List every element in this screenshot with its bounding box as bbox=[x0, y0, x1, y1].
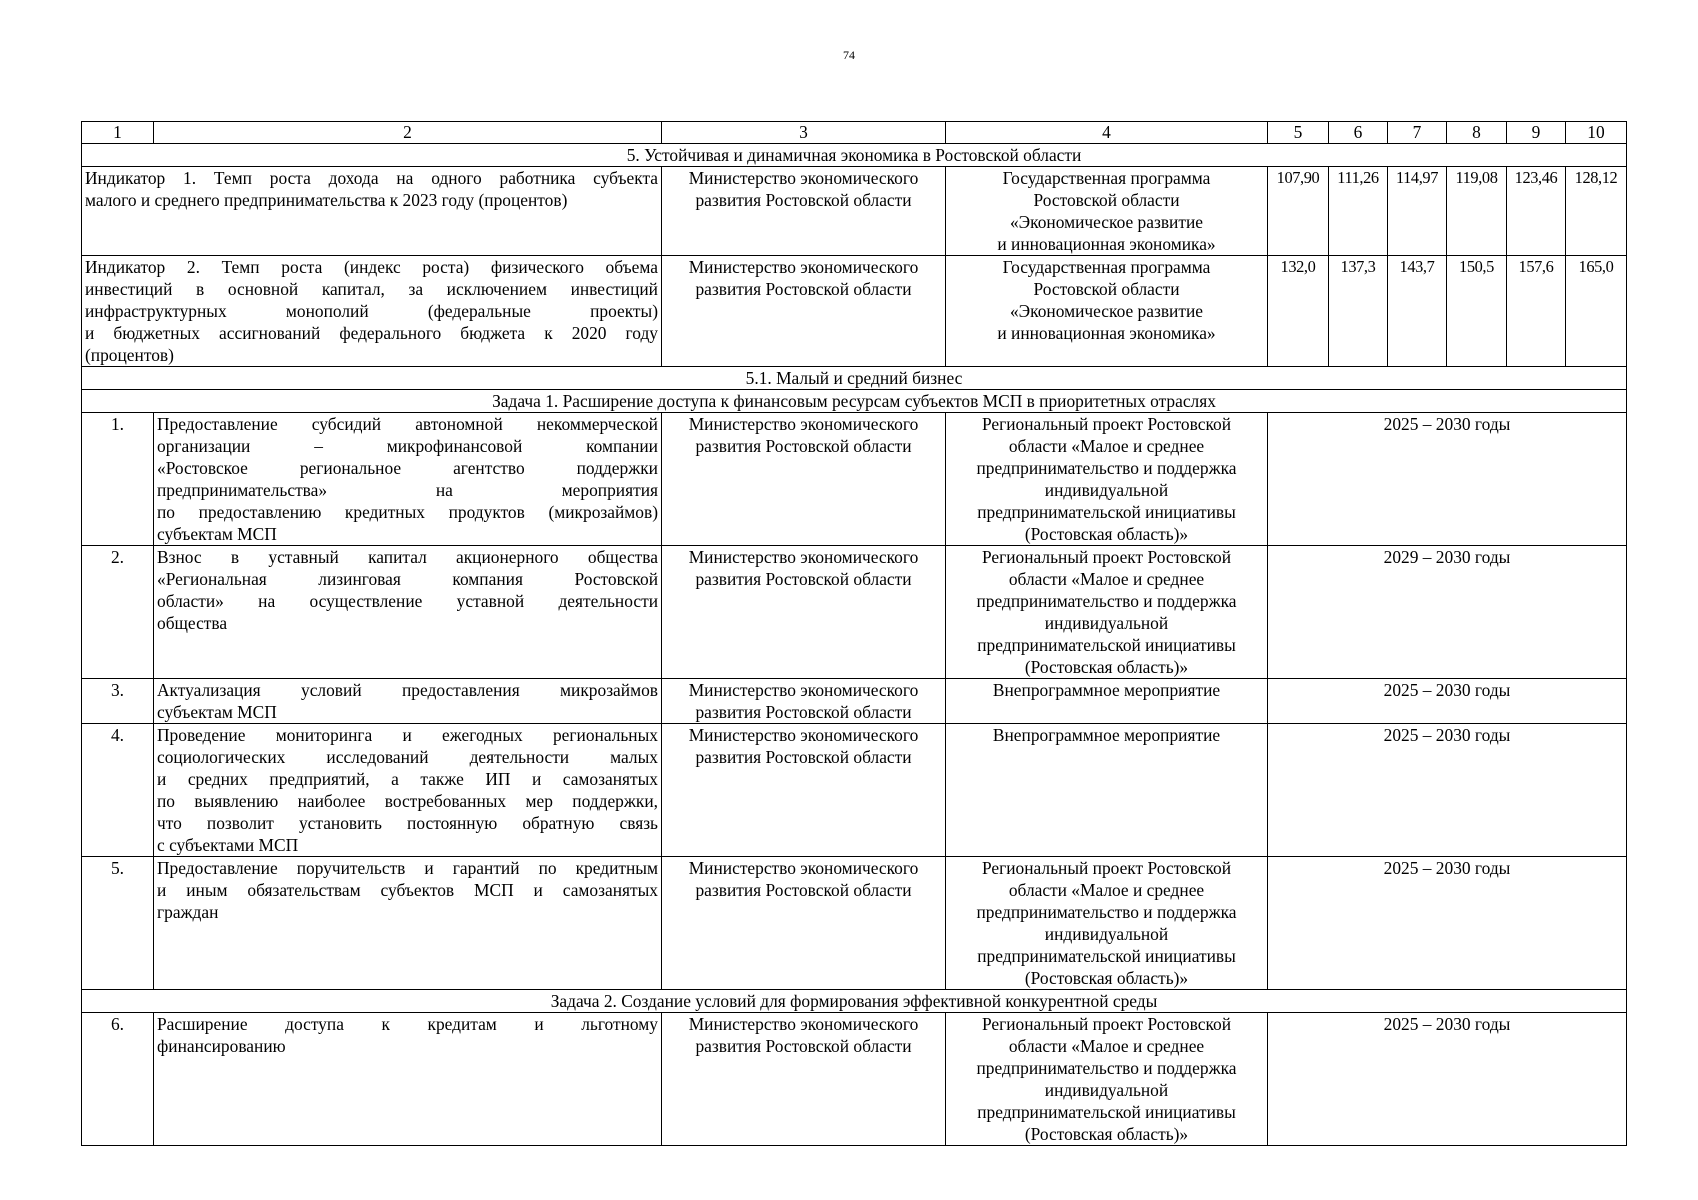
program-name-line: индивидуальной bbox=[1044, 613, 1169, 633]
program-name bbox=[946, 724, 1268, 857]
measure-number: 4. bbox=[82, 724, 154, 857]
measure-text-line: Проведение мониторинга и ежегодных региональных bbox=[157, 725, 658, 745]
program-name-line: предпринимательство и поддержка bbox=[976, 902, 1237, 922]
measure-number: 5. bbox=[82, 857, 154, 990]
program-name-line: «Экономическое развитие bbox=[1009, 301, 1203, 321]
column-header-row bbox=[82, 122, 1627, 144]
program-name-line: предпринимательской инициативы bbox=[977, 635, 1236, 655]
measure-text-line: по выявлению наиболее востребованных мер поддержки, bbox=[157, 791, 658, 811]
program-name-line: предпринимательство и поддержка bbox=[976, 458, 1237, 478]
section-title: 5. Устойчивая и динамичная экономика в Ростовской области bbox=[82, 144, 1627, 167]
measure-text-line: субъектам МСП bbox=[157, 702, 277, 722]
measure-number: 1. bbox=[82, 413, 154, 546]
responsible-executor-line: развития Ростовской области bbox=[695, 569, 912, 589]
measure-text-line: «Региональная лизинговая компания Ростовской bbox=[157, 569, 658, 589]
responsible-executor-line: развития Ростовской области bbox=[695, 436, 912, 456]
column-header: 4 bbox=[946, 122, 1268, 144]
section-title-row bbox=[82, 144, 1627, 167]
responsible-executor-line: Министерство экономического bbox=[688, 1014, 919, 1034]
responsible-executor bbox=[662, 679, 946, 724]
measure-text bbox=[154, 857, 662, 990]
measure-number: 6. bbox=[82, 1013, 154, 1146]
responsible-executor-line: Министерство экономического bbox=[688, 168, 919, 188]
measure-row bbox=[82, 413, 1627, 546]
responsible-executor bbox=[662, 724, 946, 857]
subsection-title-row bbox=[82, 367, 1627, 390]
measure-text-line: «Ростовское региональное агентство поддержки bbox=[157, 458, 658, 478]
measure-text-line: Актуализация условий предоставления микрозаймов bbox=[157, 680, 658, 700]
program-name-line: области «Малое и среднее bbox=[1008, 880, 1205, 900]
program-name-line: предпринимательской инициативы bbox=[977, 502, 1236, 522]
responsible-executor-line: развития Ростовской области bbox=[695, 279, 912, 299]
indicator-name-line: (процентов) bbox=[85, 345, 174, 365]
indicator-name-line: инфраструктурных монополий (федеральные проекты) bbox=[85, 301, 658, 321]
indicator-value: 123,46 bbox=[1507, 167, 1566, 256]
program-name-line: Ростовской области bbox=[1033, 190, 1180, 210]
column-header: 1 bbox=[82, 122, 154, 144]
measure-text-line: области» на осуществление уставной деятельности bbox=[157, 591, 658, 611]
responsible-executor-line: Министерство экономического bbox=[688, 858, 919, 878]
program-name-line: области «Малое и среднее bbox=[1008, 1036, 1205, 1056]
indicator-value: 150,5 bbox=[1447, 256, 1507, 367]
program-name-line: и инновационная экономика» bbox=[997, 234, 1216, 254]
program-name-line: предпринимательство и поддержка bbox=[976, 1058, 1237, 1078]
program-name-line: индивидуальной bbox=[1044, 480, 1169, 500]
program-name-line: предпринимательской инициативы bbox=[977, 946, 1236, 966]
indicator-value: 128,12 bbox=[1566, 167, 1627, 256]
column-header: 2 bbox=[154, 122, 662, 144]
program-name bbox=[946, 679, 1268, 724]
indicator-value: 165,0 bbox=[1566, 256, 1627, 367]
implementation-period: 2029 – 2030 годы bbox=[1268, 546, 1627, 679]
measure-text-line: с субъектами МСП bbox=[157, 835, 299, 855]
responsible-executor bbox=[662, 167, 946, 256]
program-name-line: Региональный проект Ростовской bbox=[981, 1014, 1232, 1034]
indicator-name bbox=[82, 256, 662, 367]
program-name-line: Внепрограммное мероприятие bbox=[992, 725, 1221, 745]
program-name-line: предпринимательской инициативы bbox=[977, 1102, 1236, 1122]
measure-text-line: Предоставление поручительств и гарантий по кредитным bbox=[157, 858, 658, 878]
indicator-value: 119,08 bbox=[1447, 167, 1507, 256]
responsible-executor-line: развития Ростовской области bbox=[695, 190, 912, 210]
responsible-executor-line: Министерство экономического bbox=[688, 257, 919, 277]
program-name-line: Государственная программа bbox=[1002, 168, 1211, 188]
indicator-name-line: Индикатор 1. Темп роста дохода на одного работника субъекта bbox=[85, 168, 658, 188]
measure-text-line: и иным обязательствам субъектов МСП и самозанятых bbox=[157, 880, 658, 900]
responsible-executor-line: Министерство экономического bbox=[688, 680, 919, 700]
indicator-value: 137,3 bbox=[1329, 256, 1388, 367]
program-name bbox=[946, 167, 1268, 256]
program-name-line: индивидуальной bbox=[1044, 1080, 1169, 1100]
measure-text bbox=[154, 546, 662, 679]
program-name bbox=[946, 256, 1268, 367]
program-name-line: области «Малое и среднее bbox=[1008, 436, 1205, 456]
responsible-executor-line: Министерство экономического bbox=[688, 414, 919, 434]
program-name-line: (Ростовская область)» bbox=[1024, 1124, 1189, 1144]
indicator-value: 111,26 bbox=[1329, 167, 1388, 256]
program-name-line: Региональный проект Ростовской bbox=[981, 858, 1232, 878]
task-title: Задача 2. Создание условий для формирования эффективной конкурентной среды bbox=[82, 990, 1627, 1013]
measure-text-line: общества bbox=[157, 613, 228, 633]
responsible-executor bbox=[662, 413, 946, 546]
measure-row bbox=[82, 1013, 1627, 1146]
indicator-value: 157,6 bbox=[1507, 256, 1566, 367]
measure-row bbox=[82, 546, 1627, 679]
program-name-line: Региональный проект Ростовской bbox=[981, 414, 1232, 434]
responsible-executor-line: развития Ростовской области bbox=[695, 1036, 912, 1056]
measure-text-line: социологических исследований деятельности малых bbox=[157, 747, 658, 767]
table-body bbox=[82, 122, 1627, 1146]
indicator-value: 114,97 bbox=[1388, 167, 1447, 256]
column-header: 10 bbox=[1566, 122, 1627, 144]
measure-text-line: по предоставлению кредитных продуктов (микрозаймов) bbox=[157, 502, 658, 522]
column-header: 3 bbox=[662, 122, 946, 144]
measure-number: 2. bbox=[82, 546, 154, 679]
task-title-row bbox=[82, 990, 1627, 1013]
program-name-line: области «Малое и среднее bbox=[1008, 569, 1205, 589]
responsible-executor-line: развития Ростовской области bbox=[695, 880, 912, 900]
measure-text bbox=[154, 1013, 662, 1146]
implementation-period: 2025 – 2030 годы bbox=[1268, 679, 1627, 724]
program-name-line: Внепрограммное мероприятие bbox=[992, 680, 1221, 700]
indicator-name-line: и бюджетных ассигнований федерального бюджета к 2020 году bbox=[85, 323, 658, 343]
measure-text-line: финансированию bbox=[157, 1036, 286, 1056]
task-title-row bbox=[82, 390, 1627, 413]
measure-text-line: Взнос в уставный капитал акционерного общества bbox=[157, 547, 658, 567]
responsible-executor-line: развития Ростовской области bbox=[695, 702, 912, 722]
measure-text bbox=[154, 679, 662, 724]
responsible-executor-line: развития Ростовской области bbox=[695, 747, 912, 767]
measure-text-line: и средних предприятий, а также ИП и самозанятых bbox=[157, 769, 658, 789]
program-name bbox=[946, 546, 1268, 679]
measure-text-line: Предоставление субсидий автономной некоммерческой bbox=[157, 414, 658, 434]
measure-text-line: Расширение доступа к кредитам и льготному bbox=[157, 1014, 658, 1034]
implementation-period: 2025 – 2030 годы bbox=[1268, 413, 1627, 546]
column-header: 6 bbox=[1329, 122, 1388, 144]
measure-row bbox=[82, 679, 1627, 724]
measure-text-line: организации – микрофинансовой компании bbox=[157, 436, 658, 456]
measure-row bbox=[82, 724, 1627, 857]
implementation-period: 2025 – 2030 годы bbox=[1268, 724, 1627, 857]
page-number: 74 bbox=[843, 48, 855, 62]
column-header: 8 bbox=[1447, 122, 1507, 144]
responsible-executor-line: Министерство экономического bbox=[688, 725, 919, 745]
responsible-executor bbox=[662, 857, 946, 990]
column-header: 9 bbox=[1507, 122, 1566, 144]
program-name bbox=[946, 1013, 1268, 1146]
column-header: 7 bbox=[1388, 122, 1447, 144]
indicator-row bbox=[82, 167, 1627, 256]
responsible-executor bbox=[662, 1013, 946, 1146]
responsible-executor bbox=[662, 546, 946, 679]
measure-text-line: что позволит установить постоянную обратную связь bbox=[157, 813, 658, 833]
measure-text-line: предпринимательства» на мероприятия bbox=[157, 480, 658, 500]
measure-number: 3. bbox=[82, 679, 154, 724]
responsible-executor bbox=[662, 256, 946, 367]
responsible-executor-line: Министерство экономического bbox=[688, 547, 919, 567]
program-name-line: (Ростовская область)» bbox=[1024, 524, 1189, 544]
measure-row bbox=[82, 857, 1627, 990]
indicator-value: 143,7 bbox=[1388, 256, 1447, 367]
indicator-name-line: инвестиций в основной капитал, за исключением инвестиций bbox=[85, 279, 658, 299]
program-name-line: Государственная программа bbox=[1002, 257, 1211, 277]
indicator-row bbox=[82, 256, 1627, 367]
measure-text bbox=[154, 724, 662, 857]
program-table bbox=[81, 121, 1627, 1146]
program-name bbox=[946, 857, 1268, 990]
program-name bbox=[946, 413, 1268, 546]
program-name-line: (Ростовская область)» bbox=[1024, 968, 1189, 988]
program-name-line: (Ростовская область)» bbox=[1024, 657, 1189, 677]
implementation-period: 2025 – 2030 годы bbox=[1268, 857, 1627, 990]
implementation-period: 2025 – 2030 годы bbox=[1268, 1013, 1627, 1146]
program-name-line: «Экономическое развитие bbox=[1009, 212, 1203, 232]
program-name-line: и инновационная экономика» bbox=[997, 323, 1216, 343]
indicator-value: 107,90 bbox=[1268, 167, 1329, 256]
indicator-name-line: малого и среднего предпринимательства к 2023 году (процентов) bbox=[85, 190, 568, 210]
measure-text bbox=[154, 413, 662, 546]
indicator-value: 132,0 bbox=[1268, 256, 1329, 367]
measure-text-line: граждан bbox=[157, 902, 219, 922]
indicator-name bbox=[82, 167, 662, 256]
program-name-line: Региональный проект Ростовской bbox=[981, 547, 1232, 567]
program-name-line: Ростовской области bbox=[1033, 279, 1180, 299]
program-name-line: предпринимательство и поддержка bbox=[976, 591, 1237, 611]
program-name-line: индивидуальной bbox=[1044, 924, 1169, 944]
task-title: Задача 1. Расширение доступа к финансовым ресурсам субъектов МСП в приоритетных отраслях bbox=[82, 390, 1627, 413]
measure-text-line: субъектам МСП bbox=[157, 524, 277, 544]
indicator-name-line: Индикатор 2. Темп роста (индекс роста) физического объема bbox=[85, 257, 658, 277]
column-header: 5 bbox=[1268, 122, 1329, 144]
subsection-title: 5.1. Малый и средний бизнес bbox=[82, 367, 1627, 390]
